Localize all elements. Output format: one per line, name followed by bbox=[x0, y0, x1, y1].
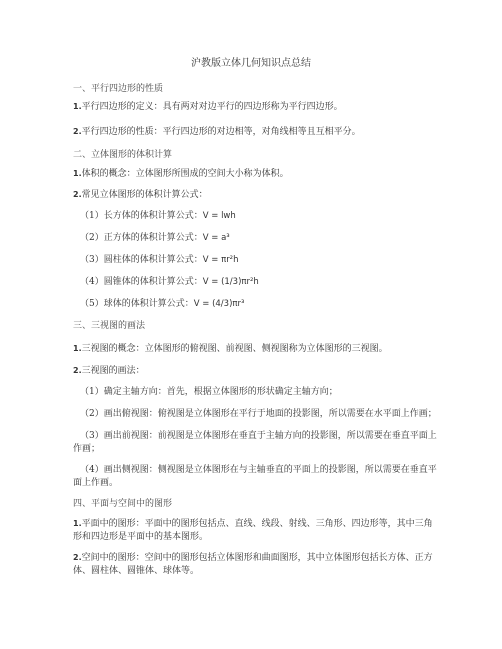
paragraph-text: 体积的概念：立体图形所围成的空间大小称为体积。 bbox=[81, 169, 289, 179]
paragraph-number: 1. bbox=[73, 519, 82, 528]
formula-item bbox=[80, 233, 230, 244]
paragraph-number: 2. bbox=[73, 127, 82, 136]
formula-label: （4）圆锥体的体积计算公式： bbox=[80, 277, 203, 287]
paragraph-text: 三视图的画法： bbox=[81, 366, 145, 376]
formula-expression: V = (4/3)πr³ bbox=[193, 299, 245, 309]
step-item: （1）确定主轴方向：首先，根据立体图形的形状确定主轴方向； bbox=[80, 387, 338, 397]
paragraph-text: 平行四边形的性质：平行四边形的对边相等，对角线相等且互相平分。 bbox=[81, 127, 361, 137]
paragraph-text: 空间中的图形：空间中的图形包括立体图形和曲面图形，其中立体图形包括长方体、正方体、圆柱体、圆锥体、球体等。 bbox=[73, 553, 433, 576]
formula-label: （3）圆柱体的体积计算公式： bbox=[80, 255, 203, 265]
section-2-heading: 二、立体图形的体积计算 bbox=[73, 150, 173, 160]
paragraph-number: 2. bbox=[73, 190, 82, 199]
paragraph-text: 平行四边形的定义：具有两对对边平行的四边形称为平行四边形。 bbox=[81, 102, 343, 112]
paragraph-number: 1. bbox=[73, 344, 82, 353]
step-item: （2）画出俯视图：俯视图是立体图形在平行于地面的投影图，所以需要在水平面上作画； bbox=[80, 409, 437, 419]
formula-label: （2）正方体的体积计算公式： bbox=[80, 233, 203, 243]
formula-item bbox=[80, 277, 259, 288]
formula-item bbox=[80, 211, 236, 222]
paragraph-number: 2. bbox=[73, 366, 82, 375]
paragraph-text: 平面中的图形：平面中的图形包括点、直线、线段、射线、三角形、四边形等，其中三角形和四边形是平面中的基本图形。 bbox=[73, 519, 433, 542]
section-3-paragraph-1 bbox=[73, 343, 388, 355]
section-2-paragraph-2 bbox=[73, 189, 208, 201]
paragraph-number: 1. bbox=[73, 169, 82, 178]
paragraph-number: 2. bbox=[73, 553, 82, 562]
step-item: （4）画出侧视图：侧视图是立体图形在与主轴垂直的平面上的投影图，所以需要在垂直平面上作画。 bbox=[73, 465, 437, 488]
section-4-paragraph-2 bbox=[73, 552, 433, 577]
section-1-paragraph-1 bbox=[73, 101, 343, 113]
formula-label: （1）长方体的体积计算公式： bbox=[80, 211, 203, 221]
formula-item bbox=[80, 299, 244, 310]
formula-expression: V = πr²h bbox=[202, 255, 239, 265]
paragraph-text: 三视图的概念：立体图形的俯视图、前视图、侧视图称为立体图形的三视图。 bbox=[81, 344, 388, 354]
section-1-paragraph-2 bbox=[73, 126, 361, 138]
section-1-heading: 一、平行四边形的性质 bbox=[73, 84, 164, 94]
section-4-heading: 四、平面与空间中的图形 bbox=[73, 499, 173, 509]
paragraph-text: 常见立体图形的体积计算公式： bbox=[81, 190, 208, 200]
formula-item bbox=[80, 255, 238, 266]
formula-expression: V = (1/3)πr²h bbox=[202, 277, 259, 287]
section-3-heading: 三、三视图的画法 bbox=[73, 321, 146, 331]
document-title: 沪教版立体几何知识点总结 bbox=[191, 58, 311, 69]
step-item: （3）画出前视图：前视图是立体图形在垂直于主轴方向的投影图，所以需要在垂直平面上作画； bbox=[73, 431, 437, 454]
paragraph-number: 1. bbox=[73, 102, 82, 111]
formula-label: （5）球体的体积计算公式： bbox=[80, 299, 194, 309]
formula-expression: V = lwh bbox=[202, 211, 236, 221]
formula-expression: V = a³ bbox=[202, 233, 230, 243]
section-3-paragraph-2 bbox=[73, 365, 145, 377]
section-2-paragraph-1 bbox=[73, 168, 289, 180]
section-4-paragraph-1 bbox=[73, 518, 433, 543]
